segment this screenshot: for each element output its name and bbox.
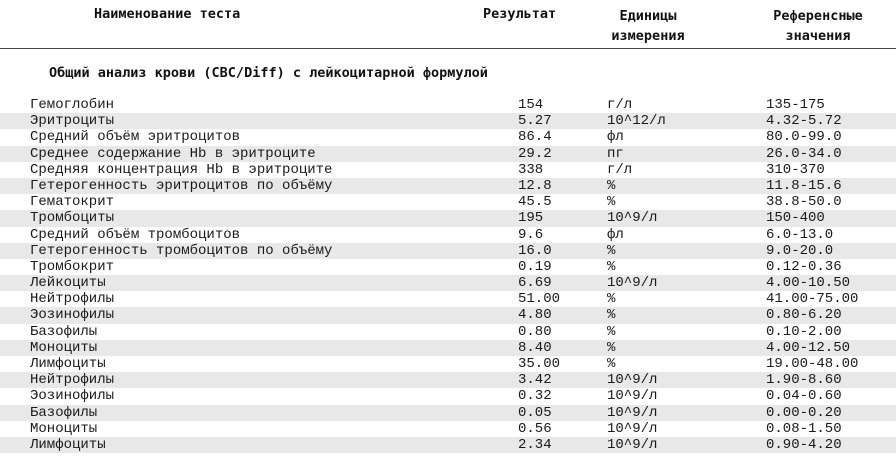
test-name-cell: Моноциты [30,339,98,356]
reference-range-cell: 0.90-4.20 [766,436,842,453]
table-row [0,291,896,307]
unit-cell: 10^9/л [607,388,658,405]
unit-cell: г/л [607,97,633,113]
result-value-cell: 16.0 [518,242,552,259]
test-name-cell: Эозинофилы [30,307,115,324]
result-value-cell: 0.56 [518,420,552,437]
table-row [0,324,896,340]
test-name-cell: Базофилы [30,323,98,340]
unit-cell: фл [607,226,624,243]
result-value-cell: 195 [518,210,544,227]
header-units-line1: Единицы [619,8,677,24]
reference-range-cell: 0.04-0.60 [766,388,842,405]
result-value-cell: 4.80 [518,307,552,324]
test-name-cell: Лимфоциты [30,436,106,453]
reference-range-cell: 0.12-0.36 [766,258,842,275]
test-name-cell: Лимфоциты [30,356,106,372]
unit-cell: % [607,291,616,308]
test-name-cell: Тромбоциты [30,210,115,227]
result-value-cell: 154 [518,97,544,113]
table-row [0,194,896,210]
test-name-cell: Гематокрит [30,194,115,211]
header-reference [758,6,878,46]
unit-cell: 10^12/л [607,113,666,130]
unit-cell: % [607,356,616,372]
table-row [0,259,896,275]
header-test-name: Наименование теста [94,6,241,22]
test-name-cell: Гемоглобин [30,97,115,113]
result-value-cell: 5.27 [518,113,552,130]
header-ref-line2: значения [785,28,851,44]
test-name-cell: Моноциты [30,420,98,437]
result-value-cell: 12.8 [518,177,552,194]
unit-cell: 10^9/л [607,372,658,389]
unit-cell: % [607,323,616,340]
unit-cell: 10^9/л [607,436,658,453]
table-row [0,97,896,113]
header-ref-line1: Референсные [773,8,863,24]
result-value-cell: 0.19 [518,258,552,275]
header-units [598,6,698,46]
test-name-cell: Гетерогенность эритроцитов по объёму [30,177,333,194]
table-header [0,0,896,49]
unit-cell: 10^9/л [607,275,658,292]
unit-cell: % [607,339,616,356]
result-value-cell: 45.5 [518,194,552,211]
test-name-cell: Гетерогенность тромбоцитов по объёму [30,242,333,259]
result-value-cell: 86.4 [518,129,552,146]
table-row [0,129,896,145]
reference-range-cell: 4.32-5.72 [766,113,842,130]
table-row [0,405,896,421]
test-name-cell: Среднее содержание Hb в эритроците [30,145,316,162]
table-row [0,227,896,243]
table-row [0,113,896,129]
table-row [0,178,896,194]
header-units-line2: измерения [611,28,685,44]
unit-cell: % [607,307,616,324]
result-value-cell: 8.40 [518,339,552,356]
result-value-cell: 338 [518,161,544,178]
table-row [0,146,896,162]
unit-cell: % [607,242,616,259]
reference-range-cell: 4.00-12.50 [766,339,851,356]
test-name-cell: Нейтрофилы [30,291,115,308]
table-row [0,162,896,178]
table-row [0,372,896,388]
result-value-cell: 2.34 [518,436,552,453]
reference-range-cell: 0.10-2.00 [766,323,842,340]
unit-cell: 10^9/л [607,420,658,437]
reference-range-cell: 38.8-50.0 [766,194,842,211]
reference-range-cell: 11.8-15.6 [766,177,842,194]
table-row [0,340,896,356]
reference-range-cell: 19.00-48.00 [766,356,859,372]
unit-cell: 10^9/л [607,210,658,227]
test-name-cell: Эозинофилы [30,388,115,405]
table-row [0,388,896,404]
unit-cell: % [607,177,616,194]
unit-cell: фл [607,129,624,146]
reference-range-cell: 0.00-0.20 [766,404,842,421]
reference-range-cell: 135-175 [766,97,825,113]
results-table-body [0,97,896,453]
test-name-cell: Эритроциты [30,113,115,130]
table-row [0,275,896,291]
result-value-cell: 0.80 [518,323,552,340]
result-value-cell: 6.69 [518,275,552,292]
test-name-cell: Нейтрофилы [30,372,115,389]
unit-cell: 10^9/л [607,404,658,421]
table-row [0,243,896,259]
test-name-cell: Базофилы [30,404,98,421]
reference-range-cell: 41.00-75.00 [766,291,859,308]
result-value-cell: 29.2 [518,145,552,162]
test-name-cell: Средний объём эритроцитов [30,129,241,146]
section-title: Общий анализ крови (CBC/Diff) с лейкоцитарной формулой [49,65,488,81]
test-name-cell: Лейкоциты [30,275,106,292]
reference-range-cell: 9.0-20.0 [766,242,834,259]
reference-range-cell: 0.80-6.20 [766,307,842,324]
result-value-cell: 3.42 [518,372,552,389]
table-row [0,437,896,453]
reference-range-cell: 0.08-1.50 [766,420,842,437]
test-name-cell: Тромбокрит [30,258,115,275]
table-row [0,421,896,437]
result-value-cell: 0.05 [518,404,552,421]
result-value-cell: 35.00 [518,356,561,372]
result-value-cell: 9.6 [518,226,544,243]
table-row [0,307,896,323]
test-name-cell: Средний объём тромбоцитов [30,226,241,243]
reference-range-cell: 80.0-99.0 [766,129,842,146]
reference-range-cell: 310-370 [766,161,825,178]
test-name-cell: Средняя концентрация Hb в эритроците [30,161,333,178]
reference-range-cell: 4.00-10.50 [766,275,851,292]
reference-range-cell: 150-400 [766,210,825,227]
unit-cell: г/л [607,161,633,178]
unit-cell: % [607,258,616,275]
table-row [0,210,896,226]
reference-range-cell: 6.0-13.0 [766,226,834,243]
unit-cell: % [607,194,616,211]
reference-range-cell: 26.0-34.0 [766,145,842,162]
table-row [0,356,896,372]
reference-range-cell: 1.90-8.60 [766,372,842,389]
unit-cell: пг [607,145,624,162]
result-value-cell: 0.32 [518,388,552,405]
header-result: Результат [483,6,557,22]
result-value-cell: 51.00 [518,291,561,308]
